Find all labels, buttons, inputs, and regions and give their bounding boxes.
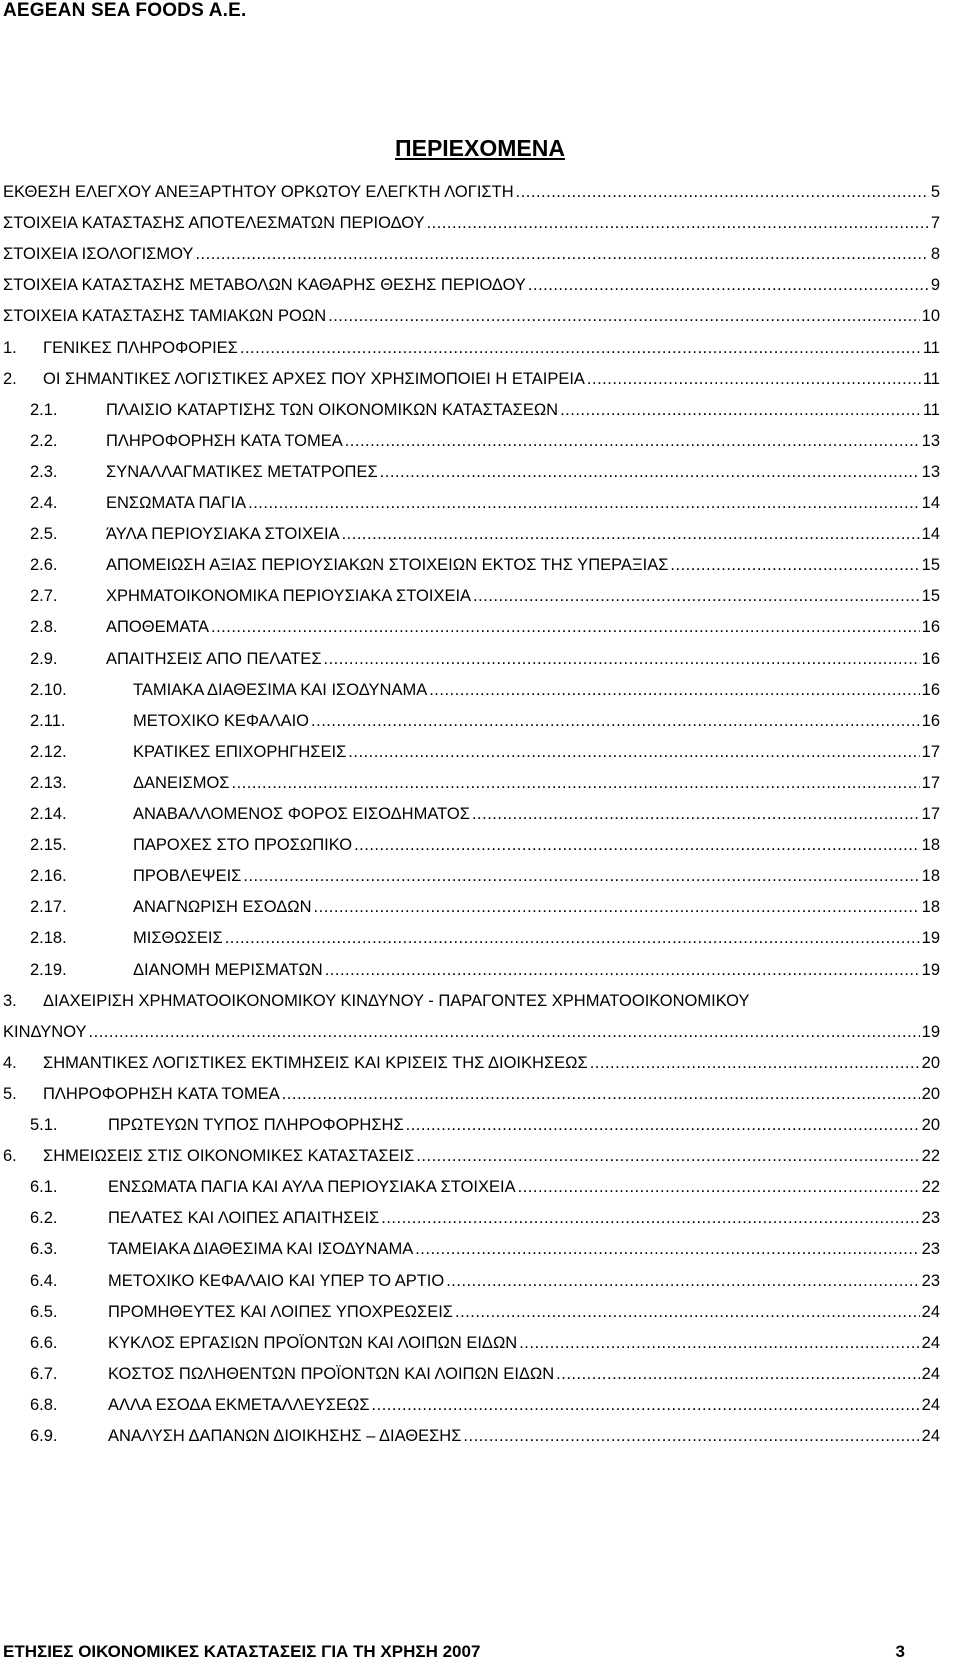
toc-entry-page: 19 [921, 1022, 940, 1041]
toc-entry[interactable] [3, 1049, 940, 1077]
toc-dot-leader [282, 1080, 920, 1108]
toc-entry-number: 2.11. [30, 711, 66, 730]
toc-entry-page: 17 [921, 773, 940, 792]
toc-entry-title: ΜΙΣΘΩΣΕΙΣ [133, 929, 223, 948]
toc-entry[interactable] [30, 924, 940, 952]
toc-entry-page: 20 [921, 1053, 940, 1072]
toc-entry-page: 11 [922, 400, 940, 419]
toc-entry-page: 10 [921, 307, 940, 326]
toc-entry-page: 16 [921, 711, 940, 730]
toc-entry[interactable] [30, 1111, 940, 1139]
toc-entry[interactable] [30, 1360, 940, 1388]
toc-dot-leader [211, 613, 920, 641]
toc-entry-number: 6. [3, 1147, 17, 1166]
toc-dot-leader [372, 1391, 920, 1419]
toc-dot-leader [325, 956, 920, 984]
toc-dot-leader [89, 1018, 920, 1046]
toc-entry-page: 18 [921, 898, 940, 917]
toc-entry-title: ΜΕΤΟΧΙΚΟ ΚΕΦΑΛΑΙΟ [133, 711, 310, 730]
toc-entry[interactable] [30, 769, 940, 797]
toc-entry[interactable] [30, 489, 940, 517]
toc-dot-leader [311, 707, 920, 735]
toc-entry-title: ΚΥΚΛΟΣ ΕΡΓΑΣΙΩΝ ΠΡΟΪΟΝΤΩΝ ΚΑΙ ΛΟΙΠΩΝ ΕΙΔΩΝ [108, 1333, 518, 1352]
toc-entry-page: 18 [921, 867, 940, 886]
toc-entry-page: 24 [921, 1364, 940, 1383]
toc-entry[interactable] [3, 209, 940, 237]
toc-entry-page: 8 [930, 245, 940, 264]
toc-entry[interactable] [30, 1204, 940, 1232]
toc-entry-page: 5 [930, 183, 940, 201]
toc-dot-leader [248, 489, 920, 517]
toc-entry[interactable] [30, 396, 940, 424]
toc-entry-title: ΕΝΣΩΜΑΤΑ ΠΑΓΙΑ [106, 494, 247, 512]
toc-entry-number: 2.3. [30, 462, 58, 481]
toc-entry-number: 2.9. [30, 649, 58, 668]
toc-entry-number: 2.17. [30, 898, 67, 917]
toc-entry[interactable] [30, 520, 940, 548]
toc-entry-page: 20 [921, 1084, 940, 1103]
toc-entry-page: 15 [921, 556, 940, 575]
toc-entry[interactable] [30, 1422, 940, 1450]
toc-entry-number: 2.4. [30, 494, 58, 512]
toc-entry-page: 16 [921, 618, 940, 637]
toc-entry[interactable] [30, 800, 940, 828]
toc-entry[interactable] [30, 1267, 940, 1295]
toc-entry[interactable] [30, 427, 940, 455]
toc-entry-title: ΠΡΟΜΗΘΕΥΤΕΣ ΚΑΙ ΛΟΙΠΕΣ ΥΠΟΧΡΕΩΣΕΙΣ [108, 1302, 453, 1321]
toc-entry-title: ΜΕΤΟΧΙΚΟ ΚΕΦΑΛΑΙΟ ΚΑΙ ΥΠΕΡ ΤΟ ΑΡΤΙΟ [108, 1271, 445, 1290]
toc-dot-leader [446, 1267, 919, 1295]
toc-dot-leader [519, 1329, 919, 1357]
toc-entry-title: ΚΡΑΤΙΚΕΣ ΕΠΙΧΟΡΗΓΗΣΕΙΣ [133, 742, 347, 761]
toc-entry-number: 2.19. [30, 960, 67, 979]
toc-entry-page: 23 [921, 1240, 940, 1259]
toc-entry-number: 2.14. [30, 805, 67, 823]
toc-entry-number: 2.2. [30, 431, 58, 450]
toc-dot-leader [345, 427, 920, 455]
toc-entry-page: 22 [921, 1178, 940, 1197]
toc-entry-number: 1. [3, 338, 17, 357]
toc-dot-leader [324, 645, 920, 673]
toc-entry[interactable] [30, 707, 940, 735]
toc-entry-title: ΑΠΟΘΕΜΑΤΑ [106, 618, 209, 637]
toc-entry-page: 19 [921, 929, 940, 948]
toc-entry-number: 5. [3, 1084, 17, 1103]
toc-entry-page: 16 [921, 649, 940, 668]
toc-entry[interactable] [3, 365, 940, 393]
toc-entry-title: ΤΑΜΕΙΑΚΑ ΔΙΑΘΕΣΙΜΑ ΚΑΙ ΙΣΟΔΥΝΑΜΑ [108, 1240, 414, 1259]
toc-entry[interactable] [30, 458, 940, 486]
toc-entry-title: ΠΑΡΟΧΕΣ ΣΤΟ ΠΡΟΣΩΠΙΚΟ [133, 836, 353, 855]
toc-entry-number: 2.7. [30, 587, 58, 606]
toc-entry-number: 6.1. [30, 1178, 58, 1197]
toc-entry[interactable] [30, 582, 940, 610]
toc-dot-leader [455, 1298, 920, 1326]
toc-entry-title: ΟΙ ΣΗΜΑΝΤΙΚΕΣ ΛΟΓΙΣΤΙΚΕΣ ΑΡΧΕΣ ΠΟΥ ΧΡΗΣΙΜΟΠΟΙΕΙ Η ΕΤΑΙΡΕΙΑ [43, 369, 585, 388]
toc-entry[interactable] [30, 956, 940, 984]
toc-entry-title: ΠΡΟΒΛΕΨΕΙΣ [133, 867, 242, 886]
toc-entry-page: 18 [921, 836, 940, 855]
toc-entry-title: ΓΕΝΙΚΕΣ ΠΛΗΡΟΦΟΡΙΕΣ [43, 338, 238, 357]
toc-entry-title: ΚΟΣΤΟΣ ΠΩΛΗΘΕΝΤΩΝ ΠΡΟΪΟΝΤΩΝ ΚΑΙ ΛΟΙΠΩΝ ΕΙΔΩΝ [108, 1364, 555, 1383]
toc-dot-leader [240, 334, 921, 362]
toc-entry[interactable] [3, 1080, 940, 1108]
toc-entry-page: 17 [921, 742, 940, 761]
toc-entry-title: ΔΑΝΕΙΣΜΟΣ [133, 773, 230, 792]
toc-entry-page: 23 [921, 1209, 940, 1228]
toc-entry-title: ΣΤΟΙΧΕΙΑ ΙΣΟΛΟΓΙΣΜΟΥ [3, 245, 194, 264]
toc-entry-page: 24 [921, 1333, 940, 1352]
toc-dot-leader [225, 924, 920, 952]
toc-entry-number: 6.8. [30, 1395, 58, 1414]
toc-dot-leader [516, 178, 929, 206]
toc-entry-number: 2.5. [30, 525, 58, 544]
toc-entry-number: 2.13. [30, 773, 67, 792]
toc-dot-leader [381, 1204, 919, 1232]
toc-entry-number: 6.4. [30, 1271, 58, 1290]
toc-entry-title: ΑΝΑΒΑΛΛΟΜΕΝΟΣ ΦΟΡΟΣ ΕΙΣΟΔΗΜΑΤΟΣ [133, 805, 470, 823]
toc-entry-title: ΣΥΝΑΛΛΑΓΜΑΤΙΚΕΣ ΜΕΤΑΤΡΟΠΕΣ [106, 462, 378, 481]
toc-entry[interactable] [30, 1173, 940, 1201]
toc-entry-number: 2. [3, 369, 17, 388]
toc-dot-leader [473, 582, 920, 610]
toc-dot-leader [556, 1360, 919, 1388]
toc-entry-page: 23 [921, 1271, 940, 1290]
toc-entry-title: ΣΤΟΙΧΕΙΑ ΚΑΤΑΣΤΑΣΗΣ ΤΑΜΙΑΚΩΝ ΡΟΩΝ [3, 307, 327, 326]
toc-heading: ΠΕΡΙΕΧΟΜΕΝΑ [395, 135, 565, 161]
toc-entry-page: 16 [921, 680, 940, 699]
toc-entry-page: 24 [921, 1427, 940, 1445]
toc-entry-number: 6.5. [30, 1302, 58, 1321]
toc-entry[interactable] [30, 1329, 940, 1357]
toc-dot-leader [427, 209, 929, 237]
toc-entry-number: 2.8. [30, 618, 58, 637]
toc-entry-title: ΧΡΗΜΑΤΟΙΚΟΝΟΜΙΚΑ ΠΕΡΙΟΥΣΙΑΚΑ ΣΤΟΙΧΕΙΑ [106, 587, 472, 606]
footer-page-number: 3 [895, 1642, 905, 1661]
toc-dot-leader [415, 1235, 919, 1263]
toc-dot-leader [518, 1173, 920, 1201]
toc-entry-title: ΑΠΑΙΤΗΣΕΙΣ ΑΠΟ ΠΕΛΑΤΕΣ [106, 649, 322, 668]
toc-dot-leader [416, 1142, 919, 1170]
toc-entry-page: 11 [922, 338, 940, 357]
toc-entry-number: 4. [3, 1053, 17, 1072]
toc-dot-leader [587, 365, 921, 393]
toc-entry-number: 2.1. [30, 400, 58, 419]
toc-entry-title: ΣΗΜΕΙΩΣΕΙΣ ΣΤΙΣ ΟΙΚΟΝΟΜΙΚΕΣ ΚΑΤΑΣΤΑΣΕΙΣ [43, 1147, 415, 1166]
toc-entry[interactable] [30, 893, 940, 921]
toc-dot-leader [472, 800, 920, 828]
toc-entry-number: 2.6. [30, 556, 58, 575]
toc-entry-number: 6.3. [30, 1240, 58, 1259]
toc-entry-title: ΠΡΩΤΕΥΩΝ ΤΥΠΟΣ ΠΛΗΡΟΦΟΡΗΣΗΣ [108, 1116, 404, 1134]
toc-entry-page: 19 [921, 960, 940, 979]
toc-dot-leader [232, 769, 920, 797]
toc-entry-page: 17 [921, 805, 940, 823]
toc-entry-title: ΣΤΟΙΧΕΙΑ ΚΑΤΑΣΤΑΣΗΣ ΜΕΤΑΒΟΛΩΝ ΚΑΘΑΡΗΣ ΘΕΣΗΣ ΠΕΡΙΟΔΟΥ [3, 276, 526, 295]
toc-entry-title: ΑΝΑΛΥΣΗ ΔΑΠΑΝΩΝ ΔΙΟΙΚΗΣΗΣ – ΔΙΑΘΕΣΗΣ [108, 1427, 462, 1445]
toc-entry-title: ΣΗΜΑΝΤΙΚΕΣ ΛΟΓΙΣΤΙΚΕΣ ΕΚΤΙΜΗΣΕΙΣ ΚΑΙ ΚΡΙΣΕΙΣ ΤΗΣ ΔΙΟΙΚΗΣΕΩΣ [43, 1053, 588, 1072]
toc-entry-number: 2.16. [30, 867, 67, 886]
toc-entry[interactable] [3, 1142, 940, 1170]
toc-entry-title: ΠΕΛΑΤΕΣ ΚΑΙ ΛΟΙΠΕΣ ΑΠΑΙΤΗΣΕΙΣ [108, 1209, 380, 1228]
toc-entry-page: 7 [930, 214, 940, 233]
toc-entry-page: 24 [921, 1395, 940, 1414]
toc-entry-number: 6.6. [30, 1333, 58, 1352]
toc-entry-number: 2.15. [30, 836, 67, 855]
toc-entry[interactable] [30, 862, 940, 890]
toc-entry[interactable] [30, 551, 940, 579]
toc-entry[interactable] [30, 831, 940, 859]
toc-entry-number: 2.10. [30, 680, 67, 699]
toc-dot-leader [348, 738, 919, 766]
toc-entry-title: ΔΙΑΝΟΜΗ ΜΕΡΙΣΜΑΤΩΝ [133, 960, 323, 979]
company-header: AEGEAN SEA FOODS A.E. [3, 0, 247, 21]
toc-entry-title: ΠΛΗΡΟΦΟΡΗΣΗ ΚΑΤΑ ΤΟΜΕΑ [43, 1084, 280, 1103]
toc-dot-leader [342, 520, 920, 548]
toc-dot-leader [528, 271, 929, 299]
toc-entry-page: 24 [921, 1302, 940, 1321]
toc-entry-number: 6.9. [30, 1427, 58, 1445]
toc-entry[interactable] [30, 1391, 940, 1419]
toc-entry-number: 3. [3, 991, 17, 1010]
toc-entry-page: 13 [921, 462, 940, 481]
toc-entry[interactable] [3, 302, 940, 330]
toc-entry-number: 6.7. [30, 1364, 58, 1383]
toc-dot-leader [314, 893, 920, 921]
toc-entry-title: ΤΑΜΙΑΚΑ ΔΙΑΘΕΣΙΜΑ ΚΑΙ ΙΣΟΔΥΝΑΜΑ [133, 680, 428, 699]
toc-entry[interactable] [3, 987, 750, 1015]
toc-entry[interactable] [30, 676, 940, 704]
toc-entry-page: 15 [921, 587, 940, 606]
footer-title: ΕΤΗΣΙΕΣ ΟΙΚΟΝΟΜΙΚΕΣ ΚΑΤΑΣΤΑΣΕΙΣ ΓΙΑ ΤΗ ΧΡΗΣΗ 2007 [3, 1642, 481, 1661]
toc-entry-continuation[interactable] [3, 1018, 940, 1046]
toc-entry-page: 13 [921, 431, 940, 450]
toc-entry-title: ΔΙΑΧΕΙΡΙΣΗ ΧΡΗΜΑΤΟΟΙΚΟΝΟΜΙΚΟΥ ΚΙΝΔΥΝΟΥ - ΠΑΡΑΓΟΝΤΕΣ ΧΡΗΜΑΤΟΟΙΚΟΝΟΜΙΚΟΥ [43, 991, 750, 1010]
toc-entry[interactable] [3, 271, 940, 299]
toc-entry-page: 11 [922, 369, 940, 388]
toc-dot-leader [670, 551, 919, 579]
toc-entry-page: 14 [921, 494, 940, 512]
toc-entry[interactable] [30, 645, 940, 673]
toc-dot-leader [328, 302, 920, 330]
toc-dot-leader [380, 458, 920, 486]
toc-entry[interactable] [30, 1298, 940, 1326]
toc-entry-page: 20 [921, 1116, 940, 1134]
toc-entry-title: ΆΥΛΑ ΠΕΡΙΟΥΣΙΑΚΑ ΣΤΟΙΧΕΙΑ [106, 525, 340, 544]
toc-entry[interactable] [30, 1235, 940, 1263]
toc-entry-number: 2.18. [30, 929, 67, 948]
toc-dot-leader [406, 1111, 920, 1139]
toc-entry[interactable] [3, 240, 940, 268]
toc-entry-title: ΠΛΑΙΣΙΟ ΚΑΤΑΡΤΙΣΗΣ ΤΩΝ ΟΙΚΟΝΟΜΙΚΩΝ ΚΑΤΑΣΤΑΣΕΩΝ [106, 400, 559, 419]
toc-entry-title: ΣΤΟΙΧΕΙΑ ΚΑΤΑΣΤΑΣΗΣ ΑΠΟΤΕΛΕΣΜΑΤΩΝ ΠΕΡΙΟΔΟΥ [3, 214, 425, 233]
toc-entry[interactable] [3, 178, 940, 206]
toc-entry-title-continuation: ΚΙΝΔΥΝΟΥ [3, 1022, 87, 1041]
toc-dot-leader [243, 862, 919, 890]
toc-entry-number: 2.12. [30, 742, 67, 761]
toc-dot-leader [354, 831, 920, 859]
toc-entry-title: ΑΝΑΓΝΩΡΙΣΗ ΕΣΟΔΩΝ [133, 898, 312, 917]
toc-entry-title: ΑΛΛΑ ΕΣΟΔΑ ΕΚΜΕΤΑΛΛΕΥΣΕΩΣ [108, 1395, 370, 1414]
toc-entry-page: 9 [930, 276, 940, 295]
toc-dot-leader [429, 676, 919, 704]
toc-entry-number: 5.1. [30, 1116, 58, 1134]
toc-entry-number: 6.2. [30, 1209, 58, 1228]
toc-dot-leader [560, 396, 921, 424]
toc-entry-title: ΠΛΗΡΟΦΟΡΗΣΗ ΚΑΤΑ ΤΟΜΕΑ [106, 431, 343, 450]
toc-dot-leader [463, 1422, 919, 1450]
toc-entry-title: ΕΝΣΩΜΑΤΑ ΠΑΓΙΑ ΚΑΙ ΑΥΛΑ ΠΕΡΙΟΥΣΙΑΚΑ ΣΤΟΙΧΕΙΑ [108, 1178, 516, 1197]
toc-entry-title: ΕΚΘΕΣΗ ΕΛΕΓΧΟΥ ΑΝΕΞΑΡΤΗΤΟΥ ΟΡΚΩΤΟΥ ΕΛΕΓΚΤΗ ΛΟΓΙΣΤΗ [3, 183, 514, 201]
toc-entry-title: ΑΠΟΜΕΙΩΣΗ ΑΞΙΑΣ ΠΕΡΙΟΥΣΙΑΚΩΝ ΣΤΟΙΧΕΙΩΝ ΕΚΤΟΣ ΤΗΣ ΥΠΕΡΑΞΙΑΣ [106, 556, 669, 575]
toc-dot-leader [195, 240, 928, 268]
toc-entry-page: 14 [921, 525, 940, 544]
toc-entry[interactable] [30, 738, 940, 766]
toc-dot-leader [590, 1049, 920, 1077]
toc-entry[interactable] [3, 334, 940, 362]
toc-entry[interactable] [30, 613, 940, 641]
toc-entry-page: 22 [921, 1147, 940, 1166]
